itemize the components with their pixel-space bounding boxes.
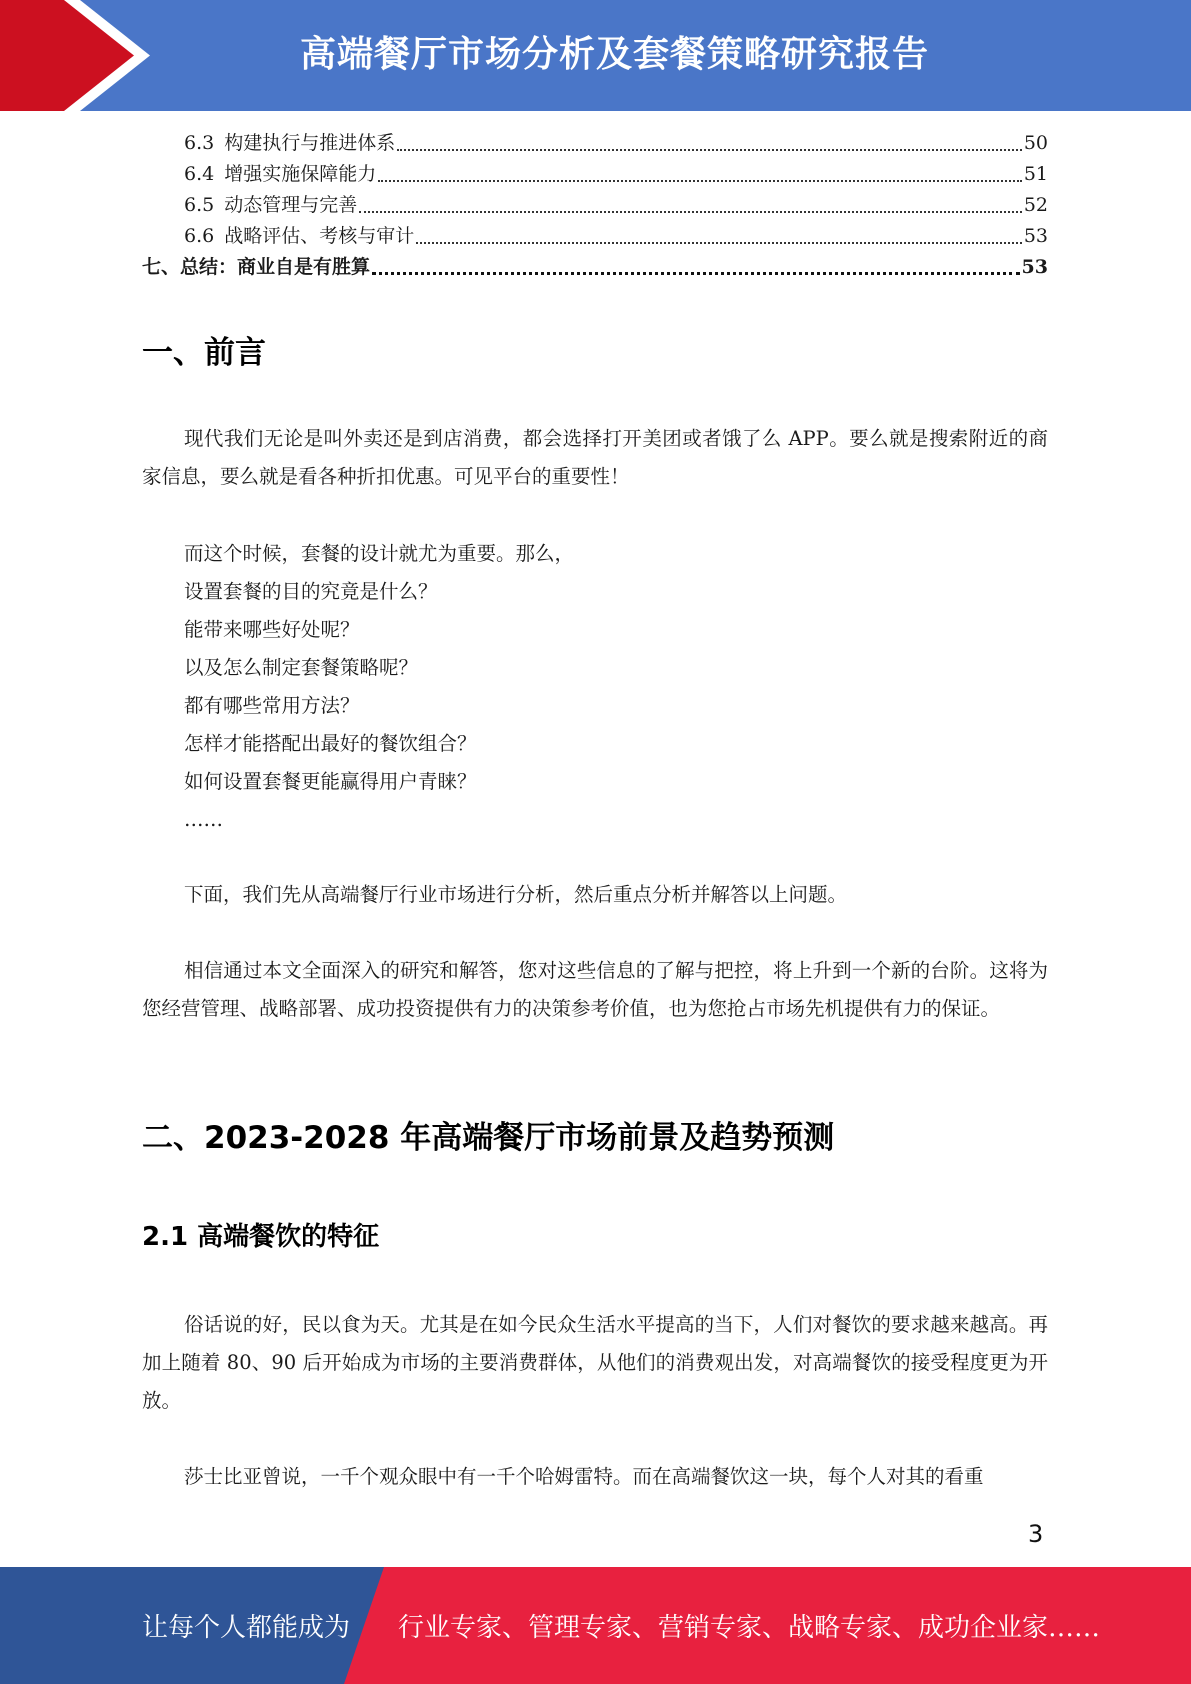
toc-entry-chapter[interactable] — [142, 252, 1048, 283]
toc-dot-leader — [397, 149, 1022, 151]
question-line: 能带来哪些好处呢？ — [184, 618, 360, 641]
toc-entry-page: 50 — [1023, 132, 1048, 154]
toc-dot-leader — [416, 242, 1022, 244]
toc-entry-title: 增强实施保障能力 — [224, 163, 377, 185]
toc-entry-number: 6.3 — [184, 132, 215, 154]
question-line: 设置套餐的目的究竟是什么？ — [184, 580, 438, 603]
toc-entry-number: 6.5 — [184, 194, 215, 216]
page-number: 3 — [1028, 1520, 1044, 1548]
question-line: 以及怎么制定套餐策略呢？ — [184, 656, 419, 679]
page-footer — [0, 1567, 1191, 1684]
toc-dot-leader — [378, 180, 1022, 182]
toc-dot-leader — [359, 211, 1022, 213]
paragraph: 相信通过本文全面深入的研究和解答，您对这些信息的了解与把控，将上升到一个新的台阶。这将为您经营管理、战略部署、成功投资提供有力的决策参考价值，也为您抢占市场先机提供有力的保证。 — [142, 959, 1048, 1020]
question-line: 而这个时候，套餐的设计就尤为重要。那么， — [184, 542, 575, 565]
toc-entry-page: 52 — [1023, 194, 1048, 216]
toc-entry-title: 战略评估、考核与审计 — [224, 225, 415, 247]
toc-entry-number: 6.6 — [184, 225, 215, 247]
toc-entry[interactable] — [142, 128, 1048, 159]
toc-entry-page: 53 — [1021, 256, 1048, 278]
toc-entry-page: 51 — [1023, 163, 1048, 185]
toc-entry[interactable] — [142, 190, 1048, 221]
subsection-heading: 2.1 高端餐饮的特征 — [142, 1222, 380, 1252]
toc-entry-number: 6.4 — [184, 163, 215, 185]
toc-entry-title: 动态管理与完善 — [224, 194, 358, 216]
question-line: 都有哪些常用方法？ — [184, 694, 360, 717]
toc-entry[interactable] — [142, 221, 1048, 252]
paragraph: 俗话说的好，民以食为天。尤其是在如今民众生活水平提高的当下，人们对餐饮的要求越来越高。再加上随着 80、90 后开始成为市场的主要消费群体，从他们的消费观出发，对高端餐饮的接受程度更为开放。 — [142, 1313, 1048, 1412]
table-of-contents — [142, 128, 1048, 283]
report-title: 高端餐厅市场分析及套餐策略研究报告 — [300, 34, 930, 75]
footer-slogan-left: 让每个人都能成为 — [142, 1613, 351, 1643]
header-chevron-decoration — [0, 0, 160, 111]
toc-entry-page: 53 — [1023, 225, 1048, 247]
section-heading-market-outlook: 二、2023-2028 年高端餐厅市场前景及趋势预测 — [142, 1120, 835, 1156]
toc-entry-title: 七、总结：商业自是有胜算 — [142, 256, 371, 278]
question-line: 如何设置套餐更能赢得用户青睐？ — [184, 770, 477, 793]
toc-dot-leader — [372, 272, 1020, 275]
section-heading-preface: 一、前言 — [142, 335, 266, 371]
question-line: …… — [184, 808, 223, 831]
page-header — [0, 0, 1191, 111]
toc-entry-title: 构建执行与推进体系 — [224, 132, 396, 154]
paragraph: 下面，我们先从高端餐厅行业市场进行分析，然后重点分析并解答以上问题。 — [184, 883, 848, 906]
question-line: 怎样才能搭配出最好的餐饮组合？ — [184, 732, 477, 755]
toc-entry[interactable] — [142, 159, 1048, 190]
paragraph: 现代我们无论是叫外卖还是到店消费，都会选择打开美团或者饿了么 APP。要么就是搜索附近的商家信息，要么就是看各种折扣优惠。可见平台的重要性！ — [142, 427, 1048, 488]
question-list — [184, 535, 574, 839]
paragraph: 莎士比亚曾说，一千个观众眼中有一千个哈姆雷特。而在高端餐饮这一块，每个人对其的看重 — [184, 1465, 984, 1488]
footer-slogan-right: 行业专家、管理专家、营销专家、战略专家、成功企业家…… — [398, 1613, 1101, 1643]
